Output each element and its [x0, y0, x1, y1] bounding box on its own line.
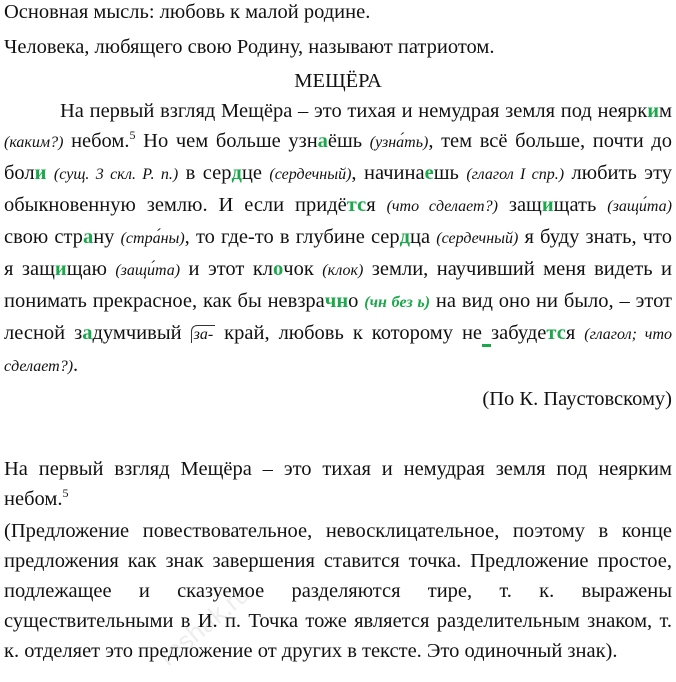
main-text-paragraph [4, 96, 672, 382]
text-segment: в сер [178, 162, 232, 184]
highlighted-letters: и [647, 100, 660, 122]
highlighted-letters: и [541, 194, 554, 216]
text-segment [46, 162, 53, 184]
text-segment: забуде [491, 322, 547, 344]
text-segment: небом. [63, 130, 130, 152]
highlighted-letters: тс [346, 194, 367, 216]
text-segment: . [73, 354, 79, 376]
highlighted-letters: д [231, 162, 242, 184]
grammar-hint-highlighted: (чн без ь) [364, 294, 431, 311]
grammar-hint: (глагол; что сделает?) [4, 326, 672, 375]
text-segment: ну [93, 226, 121, 248]
text-segment: защ [497, 194, 542, 216]
watermark: reshak.ru [152, 578, 256, 672]
text-segment: о [348, 290, 365, 312]
text-segment: ёшь [327, 130, 370, 152]
analysis-sentence [4, 454, 672, 514]
highlighted-letters: чн [324, 290, 349, 312]
text-segment: земли, научивший меня видеть и понимать прекрасное, как бы невзра [4, 258, 672, 312]
text-segment: край, любовь к которому не [215, 322, 483, 344]
patriot-line: Человека, любящего свою Родину, называют патриотом. [4, 36, 495, 58]
text-segment: любить эту обыкновенную землю. И если придё [4, 162, 673, 216]
text-segment: щать [553, 194, 608, 216]
text-segment: На первый взгляд Мещёра – это тихая и немудрая земля под неярк [60, 100, 648, 122]
highlighted-letters: тс [546, 322, 566, 344]
highlighted-letters: и [34, 162, 47, 184]
grammar-hint: (стра́ны) [120, 230, 185, 247]
highlighted-letters: а [82, 322, 93, 344]
analysis-text: (Предложение повествовательное, невосклицательное, поэтому в конце предложения как знак завершения ставится точка. Предложение простое, подлежащее и сказуемое разделяются тире, т. к. выражены существительными в И. п. Точка тоже является разделительным знаком, т. к. отделяет это предложение от других в тексте. Это одиночный знак). [4, 520, 672, 662]
text-segment: Но чем больше узн [135, 130, 318, 152]
text-segment: м [659, 100, 672, 122]
text-segment: шь [433, 162, 467, 184]
attribution: (По К. Паустовскому) [482, 388, 672, 410]
highlighted-letters: д [399, 226, 411, 248]
text-segment: я [565, 322, 585, 344]
highlighted-letters: и [54, 258, 67, 280]
grammar-hint: (защи́та) [607, 198, 672, 215]
grammar-hint: (каким?) [4, 134, 64, 151]
text-segment: ца [410, 226, 437, 248]
text-segment: це [241, 162, 270, 184]
text-segment: свою стр [4, 226, 83, 248]
text-segment: на вид оно ни было, – этот лесной з [4, 290, 673, 344]
highlighted-letters: а [317, 130, 328, 152]
text-segment: думчивый [92, 322, 191, 344]
separate-spelling-mark [482, 322, 491, 347]
main-idea: Основная мысль: любовь к малой родине. [4, 1, 371, 23]
text-title: МЕЩЁРА [294, 70, 382, 92]
text-segment: чок [283, 258, 323, 280]
grammar-hint: (что сделает?) [386, 198, 498, 215]
text-segment: , тем всё больше, почти до бол [4, 130, 672, 184]
grammar-hint: (сердечный) [269, 166, 352, 183]
text-segment: щаю [66, 258, 116, 280]
grammar-hint: (сердечный) [436, 230, 519, 247]
text-segment: и этот кл [180, 258, 274, 280]
grammar-hint: (сущ. 3 скл. Р. п.) [53, 166, 179, 183]
analysis-sentence-text: На первый взгляд Мещёра – это тихая и немудрая земля под неярким небом. [4, 458, 672, 510]
grammar-hint: (узна́ть) [369, 134, 429, 151]
text-segment: я буду знать, что я защ [4, 226, 672, 280]
grammar-hint: (клок) [322, 262, 364, 279]
highlighted-letters: о [273, 258, 284, 280]
grammar-hint: (глагол I спр.) [466, 166, 565, 183]
document [4, 0, 672, 666]
text-segment: , начина [351, 162, 425, 184]
text-segment: , то где-то в глубине сер [184, 226, 400, 248]
footnote-mark: 5 [129, 128, 136, 143]
text-segment: я [366, 194, 387, 216]
prefix-mark: за- [191, 325, 216, 343]
grammar-hint: (защи́та) [115, 262, 181, 279]
footnote-mark: 5 [62, 486, 69, 501]
highlighted-letters: е [424, 162, 434, 184]
highlighted-letters: а [82, 226, 94, 248]
